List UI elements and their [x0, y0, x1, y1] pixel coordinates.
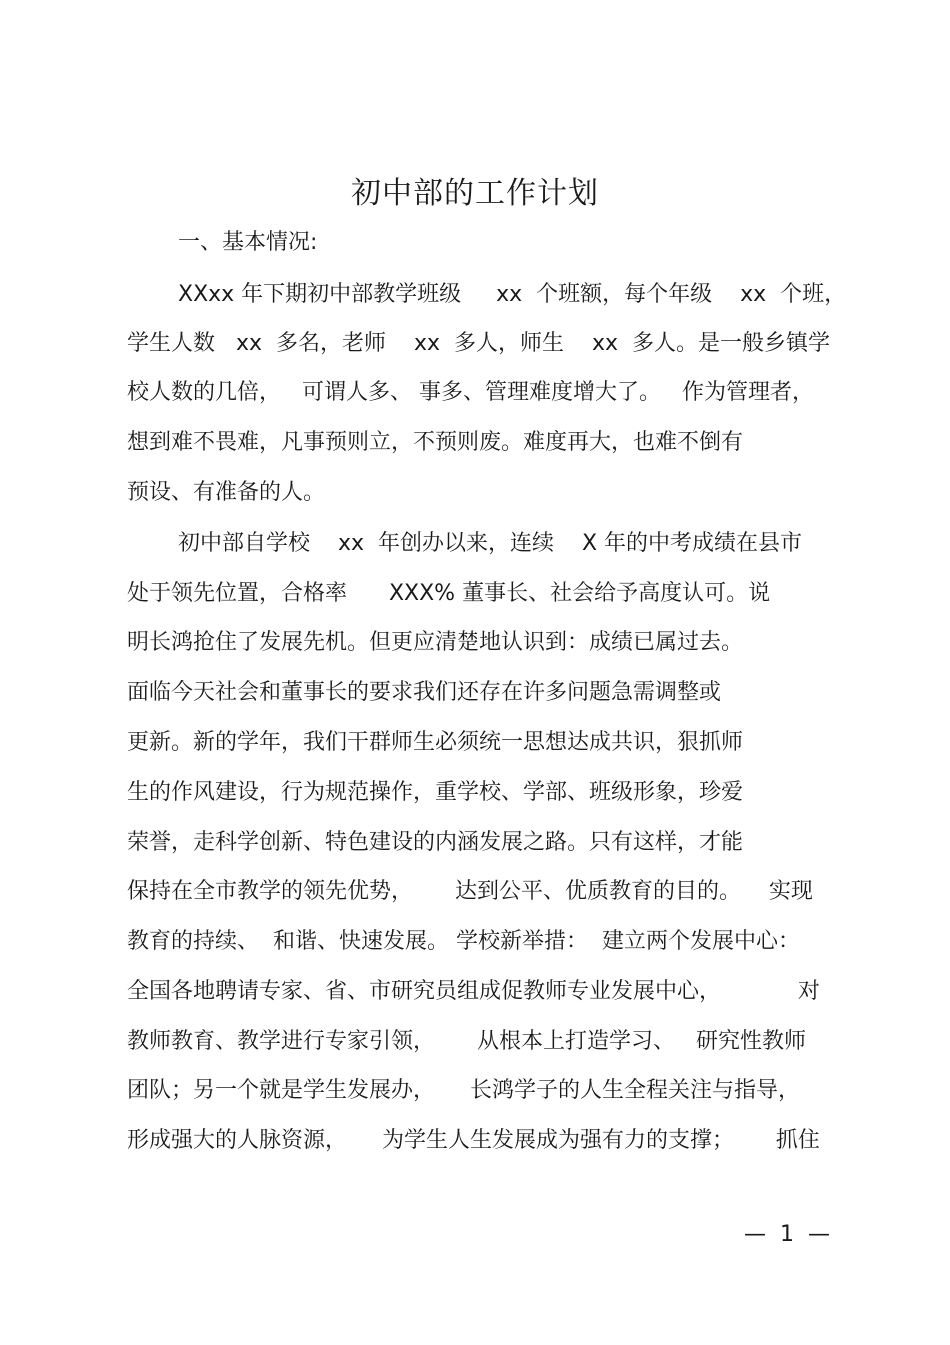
text-line: 明长鸿抢住了发展先机。但更应清楚地认识到：成绩已属过去。	[127, 630, 744, 655]
text-line: 教师教育、教学进行专家引领， 从根本上打造学习、 研究性教师	[127, 1029, 806, 1054]
text-line: 团队；另一个就是学生发展办， 长鸿学子的人生全程关注与指导，	[127, 1078, 800, 1103]
section-heading-basic: 一、基本情况:	[178, 230, 318, 255]
text-line: 全国各地聘请专家、省、市研究员组成促教师专业发展中心， 对	[127, 979, 820, 1004]
text-line: 学生人数 xx 多名，老师 xx 多人，师生 xx 多人。是一般乡镇学	[127, 331, 831, 356]
text-line: 初中部自学校 xx 年创办以来，连续 X 年的中考成绩在县市	[178, 531, 803, 556]
text-line: 生的作风建设，行为规范操作，重学校、学部、班级形象，珍爱	[127, 780, 744, 805]
text-line: 形成强大的人脉资源， 为学生人生发展成为强有力的支撑； 抓住	[127, 1128, 820, 1153]
text-line: 荣誉，走科学创新、特色建设的内涵发展之路。只有这样，才能	[127, 830, 744, 855]
page-number: — 1 —	[744, 1222, 830, 1247]
document-title: 初中部的工作计划	[351, 176, 599, 211]
text-line: XXxx 年下期初中部教学班级 xx 个班额，每个年级 xx 个班，	[178, 282, 847, 307]
text-line: 校人数的几倍， 可谓人多、 事多、管理难度增大了。 作为管理者，	[127, 380, 814, 405]
text-line: 保持在全市教学的领先优势， 达到公平、优质教育的目的。 实现	[127, 879, 813, 904]
text-line: 教育的持续、 和谐、快速发展。 学校新举措： 建立两个发展中心：	[127, 929, 800, 954]
text-line: 处于领先位置，合格率 XXX% 董事长、社会给予高度认可。说	[127, 581, 771, 606]
text-line: 预设、有准备的人。	[127, 480, 326, 505]
text-line: 想到难不畏难，凡事预则立，不预则废。难度再大，也难不倒有	[127, 430, 744, 455]
text-line: 面临今天社会和董事长的要求我们还存在许多问题急需调整或	[127, 680, 722, 705]
text-line: 更新。新的学年，我们干群师生必须统一思想达成共识，狠抓师	[127, 730, 744, 755]
